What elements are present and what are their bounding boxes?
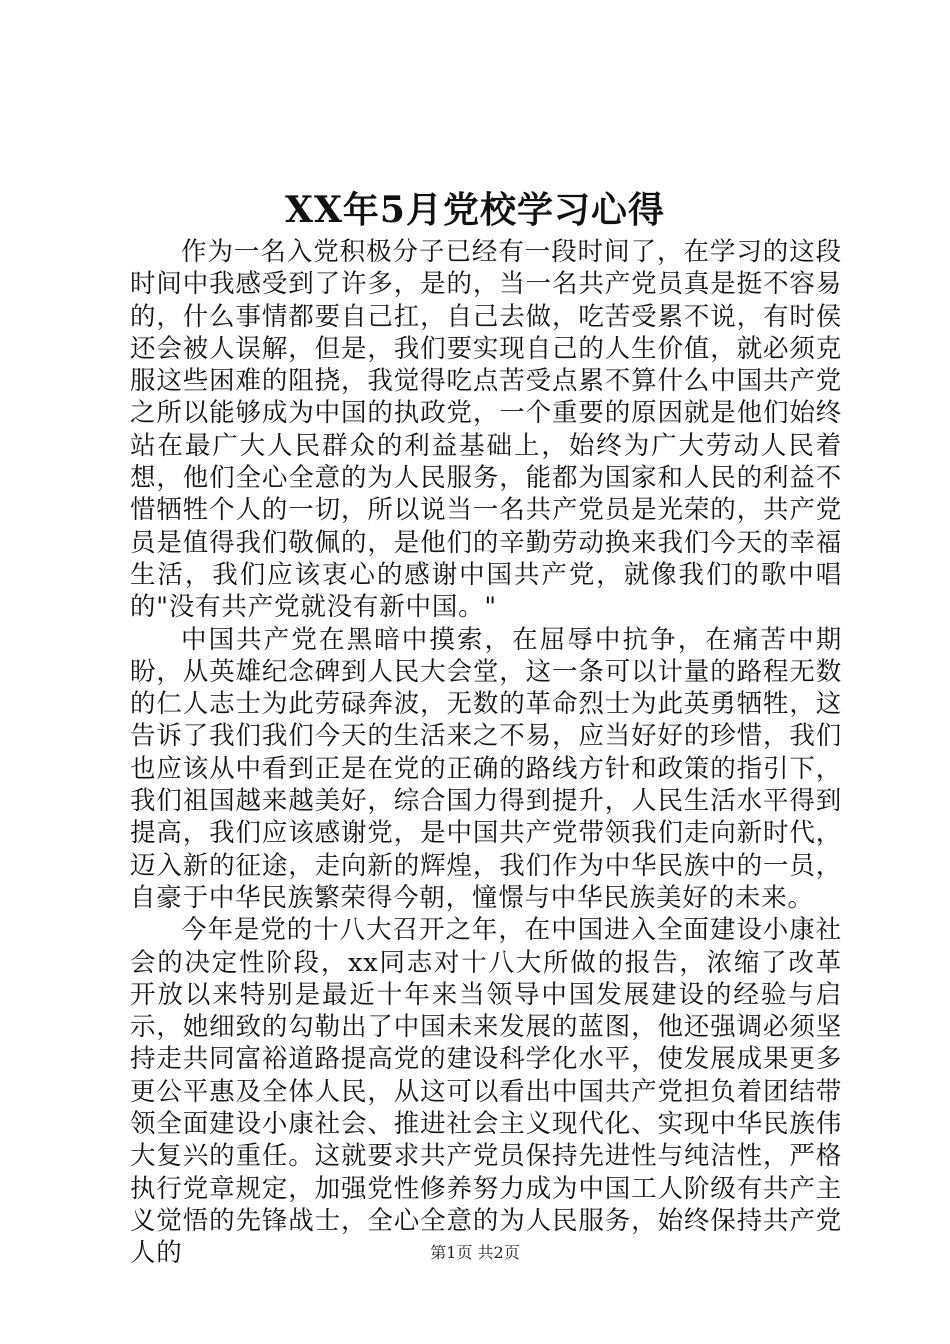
document-body	[130, 236, 842, 1270]
paragraph-3: 今年是党的十八大召开之年，在中国进入全面建设小康社会的决定性阶段，xx同志对十八大所做的报告，浓缩了改革开放以来特别是最近十年来当领导中国发展建设的经验与启示，她细致的勾勒出了中国未来发展的蓝图，他还强调必须坚持走共同富裕道路提高党的建设科学化水平，使发展成果更多更公平惠及全体人民，从这可以看出中国共产党担负着团结带领全面建设小康社会、推进社会主义现代化、实现中华民族伟大复兴的重任。这就要求共产党员保持先进性与纯洁性，严格执行党章规定，加强党性修养努力成为中国工人阶级有共产主义觉悟的先锋战士，全心全意的为人民服务，始终保持共产党人的	[130, 915, 842, 1269]
document-title: XX年5月党校学习心得	[285, 189, 665, 231]
paragraph-1: 作为一名入党积极分子已经有一段时间了，在学习的这段时间中我感受到了许多，是的，当一名共产党员真是挺不容易的，什么事情都要自己扛，自己去做，吃苦受累不说，有时侯还会被人误解，但是，我们要实现自己的人生价值，就必须克服这些困难的阻挠，我觉得吃点苦受点累不算什么中国共产党之所以能够成为中国的执政党，一个重要的原因就是他们始终站在最广大人民群众的利益基础上，始终为广大劳动人民着想，他们全心全意的为人民服务，能都为国家和人民的利益不惜牺牲个人的一切，所以说当一名共产党员是光荣的，共产党员是值得我们敬佩的，是他们的辛勤劳动换来我们今天的幸福生活，我们应该衷心的感谢中国共产党，就像我们的歌中唱的"没有共产党就没有新中国。"	[130, 237, 842, 623]
page-footer: 第1页 共2页	[430, 1243, 520, 1262]
paragraph-2: 中国共产党在黑暗中摸索，在屈辱中抗争，在痛苦中期盼，从英雄纪念碑到人民大会堂，这一条可以计量的路程无数的仁人志士为此劳碌奔波，无数的革命烈士为此英勇牺牲，这告诉了我们我们今天的生活来之不易，应当好好的珍惜，我们也应该从中看到正是在党的正确的路线方针和政策的指引下，我们祖国越来越美好，综合国力得到提升，人民生活水平得到提高，我们应该感谢党，是中国共产党带领我们走向新时代，迈入新的征途，走向新的辉煌，我们作为中华民族中的一员，自豪于中华民族繁荣得今朝，憧憬与中华民族美好的未来。	[130, 624, 842, 913]
